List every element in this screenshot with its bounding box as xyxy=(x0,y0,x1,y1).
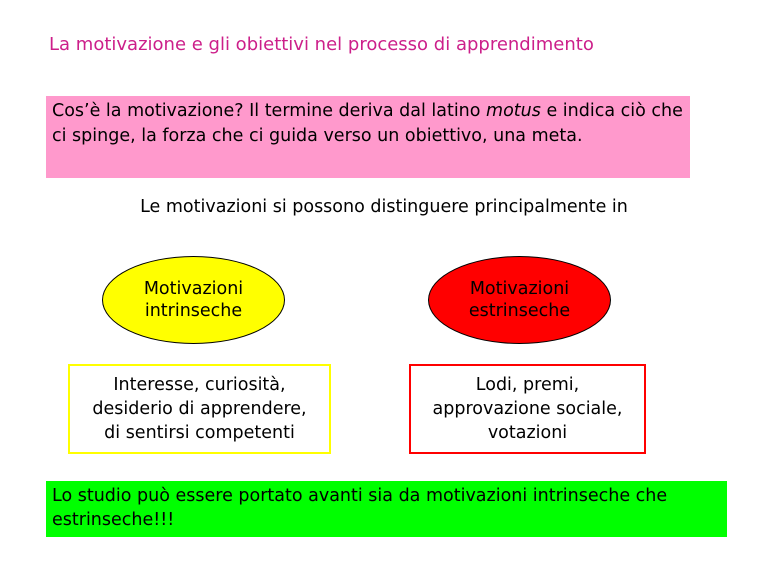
extrinsic-examples-text: Lodi, premi, approvazione sociale, votazioni xyxy=(432,375,623,443)
definition-box xyxy=(46,96,690,178)
intrinsic-examples-text: Interesse, curiosità, desiderio di apprendere, di sentirsi competenti xyxy=(92,375,307,443)
conclusion-text: Lo studio può essere portato avanti sia da motivazioni intrinseche che estrinseche!!! xyxy=(52,486,668,530)
slide-title: La motivazione e gli obiettivi nel processo di apprendimento xyxy=(49,34,594,55)
intrinsic-motivation-label: Motivazioni intrinseche xyxy=(143,279,244,321)
conclusion-box xyxy=(46,481,727,537)
extrinsic-motivation-ellipse xyxy=(428,256,611,344)
intrinsic-examples-box xyxy=(68,364,331,454)
definition-latin-term: motus xyxy=(486,101,541,121)
definition-text-start: Cos’è la motivazione? Il termine deriva dal latino xyxy=(52,101,487,121)
extrinsic-examples-box xyxy=(409,364,646,454)
extrinsic-motivation-label: Motivazioni estrinseche xyxy=(468,279,571,321)
intrinsic-motivation-ellipse xyxy=(102,256,285,344)
intro-line: Le motivazioni si possono distinguere principalmente in xyxy=(140,197,628,217)
definition-text-end: e indica ciò che ci spinge, la forza che ci guida verso un obiettivo, una meta. xyxy=(52,101,683,146)
